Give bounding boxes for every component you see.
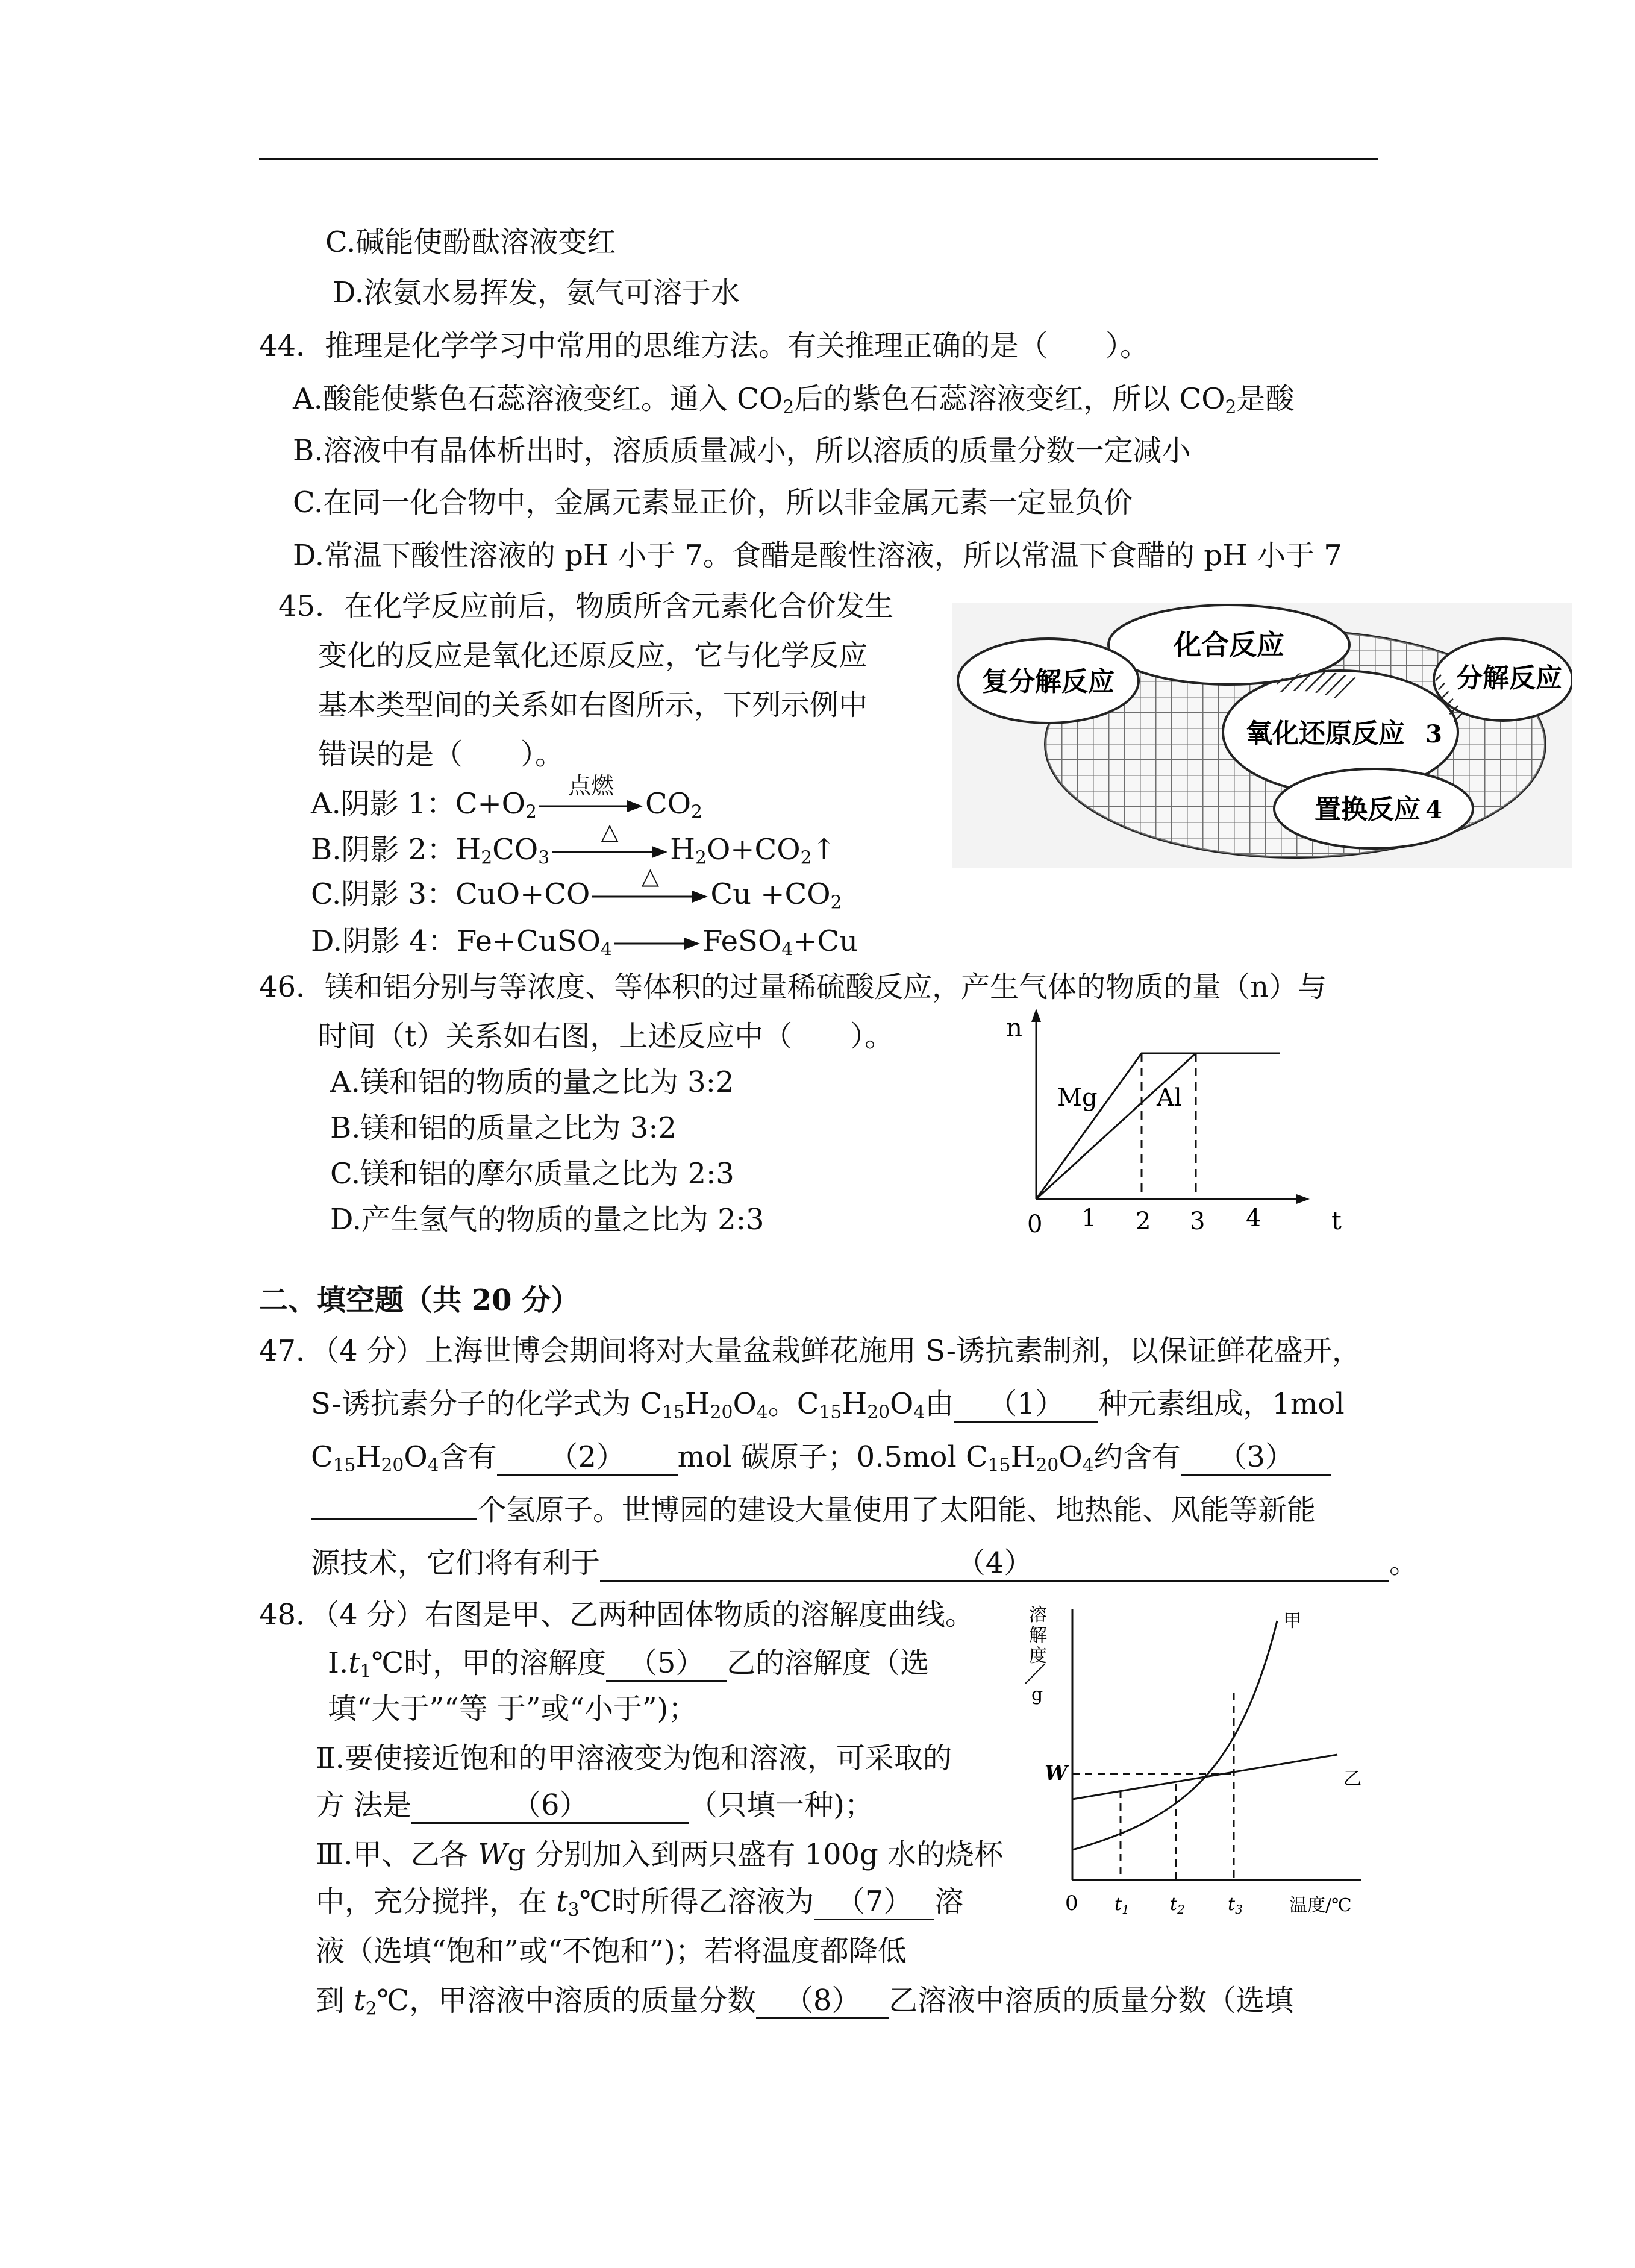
q45-option-b: B.阴影 2：$H_2CO_3$ △ $H_2O+CO_2↑$ — [311, 818, 836, 869]
q45-stem-line4: 错误的是（ ）。 — [318, 738, 564, 771]
x-axis-label: 温度/℃ — [1289, 1895, 1352, 1916]
q46-option-d: D.产生氢气的物质的量之比为 2:3 — [330, 1203, 764, 1236]
y-axis-label: n — [1006, 1013, 1023, 1042]
double-displacement-label: 复分解反应 — [982, 666, 1114, 697]
q47-line4: 个氢原子。世博园的建设大量使用了太阳能、地热能、风能等新能 — [311, 1492, 1316, 1528]
jia-curve — [1072, 1621, 1277, 1850]
tick-1: 1 — [1081, 1204, 1097, 1232]
mg-label: Mg — [1057, 1084, 1098, 1112]
q48-line1: 48．（4 分）右图是甲、乙两种固体物质的溶解度曲线。 — [259, 1598, 974, 1632]
q48-line6: Ⅲ.甲、乙各 Wg 分别加入到两只盛有 100g 水的烧杯 — [316, 1838, 1004, 1872]
q47-line3: $C_{15}H_{20}O_4$含有 （2） mol 碳原子；0.5mol $C_{15}H_{20}O_4$约含有 （3） — [311, 1439, 1331, 1476]
reaction-arrow: 点燃 — [537, 799, 645, 813]
blank-7[interactable]: （7） — [814, 1885, 934, 1920]
reaction-arrow: △ — [590, 889, 710, 904]
blank-3[interactable]: （3） — [1181, 1440, 1331, 1476]
x-axis-label: t — [1331, 1206, 1342, 1235]
q45-option-d: D.阴影 4：Fe+CuSO$_4$ FeSO$_4$+Cu — [311, 924, 858, 960]
q48-line3: 填“大于”“等 于”或“小于”)； — [328, 1692, 698, 1726]
blank-2[interactable]: （2） — [497, 1440, 678, 1476]
q44-option-c: C.在同一化合物中，金属元素显正价，所以非金属元素一定显负价 — [293, 486, 1133, 519]
q47-line5: 源技术，它们将有利于 （4） 。 — [311, 1545, 1418, 1582]
blank-6[interactable]: （6） — [411, 1788, 689, 1824]
blank-4[interactable]: （4） — [600, 1546, 1389, 1582]
blank-5[interactable]: （5） — [606, 1646, 727, 1682]
yi-label: 乙 — [1343, 1768, 1361, 1790]
blank-8[interactable]: （8） — [756, 1984, 889, 2019]
q48-line8: 液（选填“饱和”或“不饱和”)；若将温度都降低 — [316, 1934, 907, 1968]
w-label: W — [1045, 1761, 1068, 1785]
q45-stem-line3: 基本类型间的关系如右图所示，下列示例中 — [318, 688, 868, 722]
reaction-arrow: △ — [549, 845, 670, 859]
q46-option-c: C.镁和铝的摩尔质量之比为 2:3 — [330, 1157, 734, 1191]
q44-option-b: B.溶液中有晶体析出时，溶质质量减小，所以溶质的质量分数一定减小 — [293, 434, 1191, 468]
redox-label: 氧化还原反应 — [1246, 718, 1405, 749]
q44-option-d: D.常温下酸性溶液的 pH 小于 7。食醋是酸性溶液，所以常温下食醋的 pH 小于 7 — [293, 539, 1342, 572]
q48-line2: $Ⅰ.t_1℃$时，甲的溶解度 （5） 乙的溶解度（选 — [328, 1646, 930, 1682]
q48-line4: Ⅱ.要使接近饱和的甲溶液变为饱和溶液，可采取的 — [316, 1741, 952, 1775]
tick-3: 3 — [1190, 1208, 1205, 1235]
blank-1[interactable]: （1） — [954, 1387, 1098, 1423]
al-line — [1036, 1053, 1196, 1199]
q45-stem-line2: 变化的反应是氧化还原反应，它与化学反应 — [318, 639, 868, 672]
decomposition-label: 分解反应 — [1456, 663, 1562, 694]
displacement-label: 置换反应 — [1315, 794, 1421, 825]
reaction-type-diagram — [952, 603, 1572, 868]
q46-option-a: A.镁和铝的物质的量之比为 3:2 — [330, 1065, 734, 1099]
q45-option-c: C.阴影 3：CuO+CO △ $Cu +CO_2$ — [311, 862, 842, 913]
y-label-3: 度 — [1029, 1646, 1047, 1667]
shade-3-number: 3 — [1425, 720, 1442, 748]
yi-line — [1072, 1755, 1337, 1799]
jia-label: 甲 — [1283, 1611, 1301, 1632]
t2-label: $t_2$ — [1170, 1894, 1185, 1917]
t3-label: $t_3$ — [1228, 1894, 1243, 1917]
shade-4-number: 4 — [1425, 796, 1442, 824]
q44-stem: 44．推理是化学学习中常用的思维方法。有关推理正确的是（ ）。 — [259, 329, 1149, 363]
solubility-graph — [1018, 1597, 1392, 1934]
al-label: Al — [1157, 1084, 1182, 1112]
tick-2: 2 — [1136, 1208, 1151, 1235]
tick-4: 4 — [1246, 1204, 1261, 1232]
q44-option-a: A.酸能使紫色石蕊溶液变红。通入 $CO_2$后的紫色石蕊溶液变红，所以 $CO_2$是酸 — [293, 382, 1295, 418]
q48-line5: 方 法是 （6） （只填一种)； — [316, 1787, 874, 1824]
header-rule — [259, 158, 1378, 160]
option-d-prev: D.浓氨水易挥发，氨气可溶于水 — [333, 276, 740, 310]
mg-line — [1036, 1053, 1280, 1199]
q48-line9: 到 $t_2℃$，甲溶液中溶质的质量分数 （8） 乙溶液中溶质的质量分数（选填 — [316, 1984, 1294, 2020]
blank-3-continued[interactable] — [311, 1518, 477, 1520]
y-label-2: 解 — [1029, 1625, 1047, 1646]
tick-0: 0 — [1027, 1211, 1043, 1238]
q45-stem-line1: 45．在化学反应前后，物质所含元素化合价发生 — [278, 589, 894, 623]
q47-line2: S-诱抗素分子的化学式为 $C_{15}H_{20}O_4$。$C_{15}H_{20}O_4$由 （1） 种元素组成，1mol — [311, 1387, 1345, 1423]
q48-line7: 中，充分搅拌，在 $t_3℃$时所得乙溶液为 （7） 溶 — [316, 1885, 964, 1921]
combination-label: 化合反应 — [1174, 628, 1284, 661]
y-label-1: 溶 — [1029, 1605, 1047, 1626]
option-c-prev: C.碱能使酚酞溶液变红 — [325, 225, 616, 259]
y-unit: g — [1031, 1684, 1043, 1705]
t1-label: $t_1$ — [1114, 1894, 1130, 1917]
q46-stem-line2: 时间（t）关系如右图，上述反应中（ ）。 — [318, 1020, 894, 1053]
section-title: 二、填空题（共 20 分） — [259, 1283, 580, 1317]
q46-option-b: B.镁和铝的质量之比为 3:2 — [330, 1111, 677, 1145]
gas-time-graph — [988, 1000, 1361, 1253]
q46-stem-line1: 46．镁和铝分别与等浓度、等体积的过量稀硫酸反应，产生气体的物质的量（n）与 — [259, 970, 1327, 1004]
q45-option-a: A.阴影 1：$C+O_2$ 点燃 $CO_2$ — [311, 772, 702, 823]
origin-label: 0 — [1065, 1891, 1078, 1916]
reaction-arrow — [612, 936, 702, 951]
q47-line1: 47．（4 分）上海世博会期间将对大量盆栽鲜花施用 S-诱抗素制剂，以保证鲜花盛开， — [259, 1334, 1361, 1368]
